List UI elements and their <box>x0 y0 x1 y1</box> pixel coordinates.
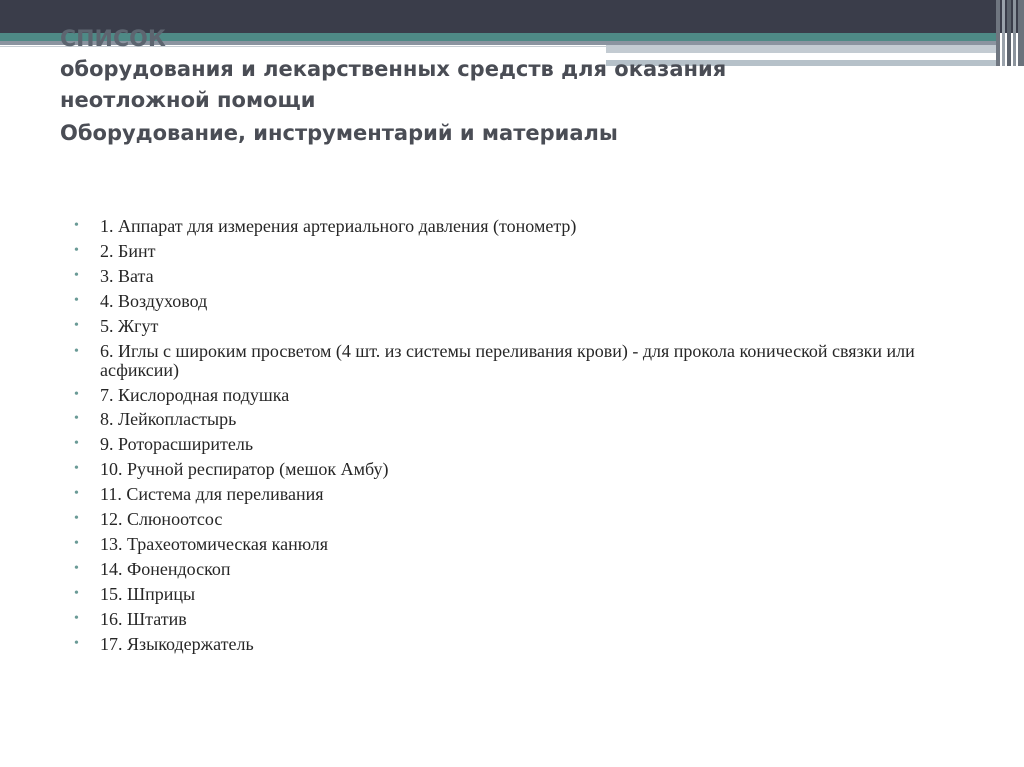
equipment-list <box>74 214 974 657</box>
bullet-icon: • <box>74 242 79 258</box>
bullet-icon: • <box>74 386 79 402</box>
slide-title <box>60 26 960 149</box>
bullet-icon: • <box>74 436 79 452</box>
list-item <box>74 239 974 264</box>
list-item <box>74 482 974 507</box>
list-item-text: 2. Бинт <box>100 240 156 261</box>
list-item-text: 16. Штатив <box>100 608 187 629</box>
list-item <box>74 507 974 532</box>
bullet-icon: • <box>74 343 79 359</box>
list-item-text: 8. Лейкопластырь <box>100 409 237 430</box>
bullet-icon: • <box>74 317 79 333</box>
bullet-icon: • <box>74 292 79 308</box>
bullet-icon: • <box>74 560 79 576</box>
list-item-text: 3. Вата <box>100 265 154 286</box>
list-item-text: 5. Жгут <box>100 315 159 336</box>
list-item <box>74 264 974 289</box>
list-item <box>74 532 974 557</box>
list-item-text: 13. Трахеотомическая канюля <box>100 533 328 554</box>
bullet-icon: • <box>74 411 79 427</box>
list-item <box>74 632 974 657</box>
bullet-icon: • <box>74 585 79 601</box>
list-item <box>74 607 974 632</box>
list-item <box>74 407 974 432</box>
edge-stripe <box>1002 0 1005 66</box>
list-item-text: 15. Шприцы <box>100 583 196 604</box>
list-item <box>74 383 974 408</box>
list-item <box>74 214 974 239</box>
list-item <box>74 557 974 582</box>
edge-stripe <box>1018 0 1024 66</box>
bullet-icon: • <box>74 267 79 283</box>
bullet-icon: • <box>74 610 79 626</box>
list-item-text: 1. Аппарат для измерения артериального давления (тонометр) <box>100 216 577 236</box>
title-line-heading: СПИСОК <box>60 27 166 52</box>
bullet-icon: • <box>74 486 79 502</box>
list-item-text: 14. Фонендоскоп <box>100 558 231 579</box>
bullet-icon: • <box>74 535 79 551</box>
list-item-text: 6. Иглы с широким просветом (4 шт. из системы переливания крови) - для прокола конической связки или асфиксии) <box>100 340 915 380</box>
list-item-text: 7. Кислородная подушка <box>100 384 290 405</box>
bullet-icon: • <box>74 635 79 651</box>
bullet-icon: • <box>74 511 79 527</box>
title-line-subject: оборудования и лекарственных средств для оказания <box>60 57 727 81</box>
edge-stripe <box>996 0 1000 66</box>
edge-stripe <box>1013 0 1016 66</box>
list-item-text: 9. Роторасширитель <box>100 434 254 455</box>
list-item-text: 17. Языкодержатель <box>100 633 254 654</box>
list-item-text: 12. Слюноотсос <box>100 509 223 530</box>
bullet-icon: • <box>74 461 79 477</box>
list-item-text: 11. Система для переливания <box>100 484 324 505</box>
list-item-text: 4. Воздуховод <box>100 290 208 311</box>
edge-stripe <box>1007 0 1011 66</box>
list-item <box>74 457 974 482</box>
list-item-text: 10. Ручной респиратор (мешок Амбу) <box>100 459 389 480</box>
list-item <box>74 432 974 457</box>
list-item <box>74 582 974 607</box>
list-item <box>74 342 974 380</box>
list-item <box>74 314 974 339</box>
bullet-icon: • <box>74 218 79 233</box>
title-line-subject-cont: неотложной помощи <box>60 88 316 112</box>
list-item <box>74 289 974 314</box>
title-line-section: Оборудование, инструментарий и материалы <box>60 121 618 145</box>
